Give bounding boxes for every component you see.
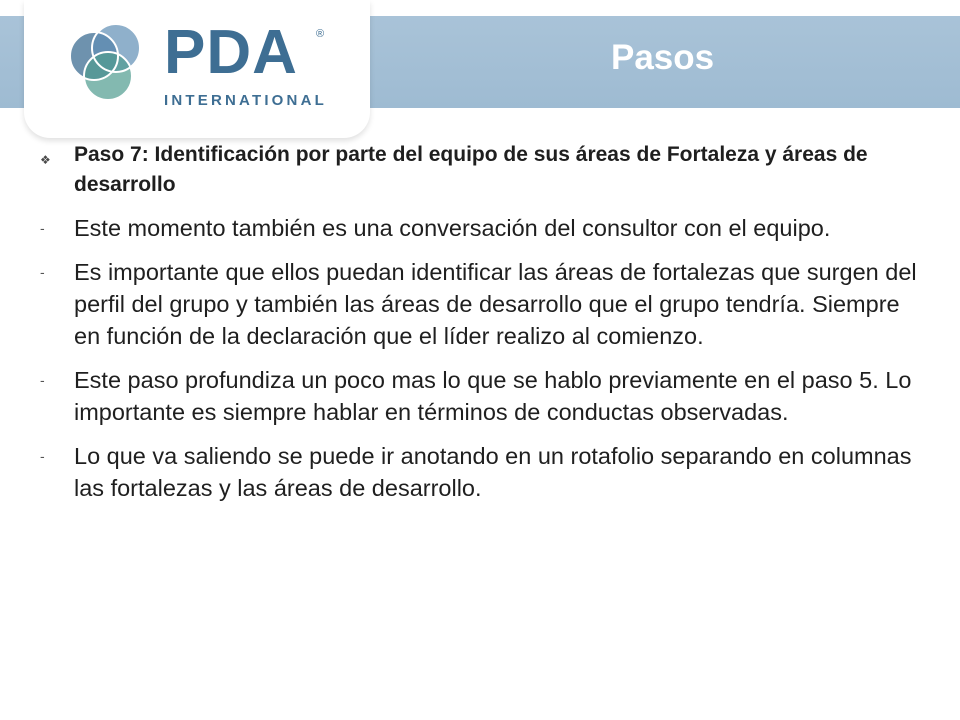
logo-registered-mark: ® [316, 28, 325, 40]
logo-panel [24, 0, 370, 138]
list-item-text: Lo que va saliendo se puede ir anotando en un rotafolio separando en columnas las fortalezas y las áreas de desarrollo. [74, 443, 912, 501]
pda-logo-icon [64, 18, 164, 118]
dash-bullet-icon: - [40, 264, 45, 280]
list-item-text: Este momento también es una conversación del consultor con el equipo. [74, 215, 831, 241]
diamond-bullet-icon: ❖ [40, 153, 51, 167]
list-item [40, 140, 920, 200]
list-item [40, 256, 920, 352]
dash-bullet-icon: - [40, 372, 45, 388]
dash-bullet-icon: - [40, 220, 45, 236]
list-item-text: Es importante que ellos puedan identificar las áreas de fortalezas que surgen del perfil del grupo y también las áreas de desarrollo que el grupo tendría. Siempre en función de la declaración que el líder realizo al comienzo. [74, 259, 917, 349]
dash-bullet-icon: - [40, 448, 45, 464]
list-item-text: Paso 7: Identificación por parte del equipo de sus áreas de Fortaleza y áreas de desarrollo [74, 143, 868, 196]
list-item [40, 440, 920, 504]
list-item-text: Este paso profundiza un poco mas lo que se hablo previamente en el paso 5. Lo importante es siempre hablar en términos de conductas observadas. [74, 367, 912, 425]
bullet-list [40, 140, 920, 516]
list-item [40, 212, 920, 244]
list-item [40, 364, 920, 428]
logo-wordmark: PDA [164, 18, 298, 87]
logo-subtitle: INTERNATIONAL [164, 92, 327, 109]
slide-title: Pasos [611, 38, 715, 77]
